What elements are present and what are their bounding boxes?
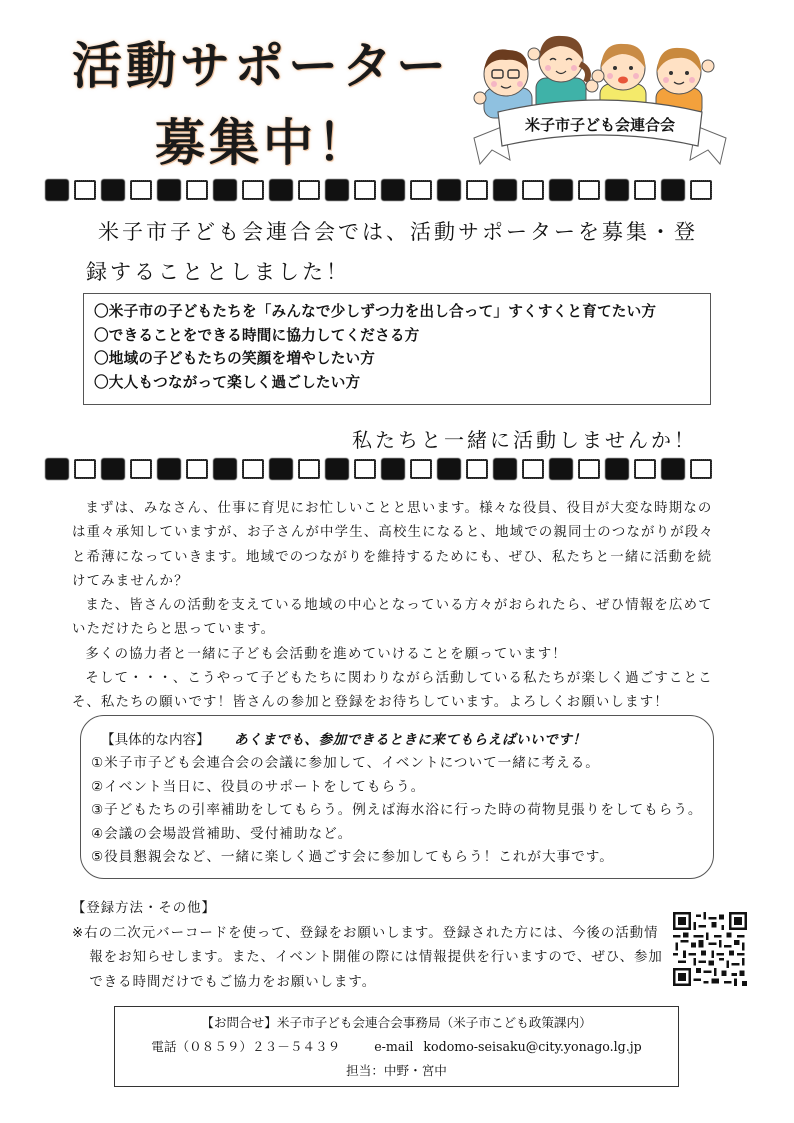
filled-square-icon: [494, 180, 516, 200]
filled-square-icon: [46, 180, 68, 200]
decorative-border-top: [46, 180, 712, 202]
filled-square-icon: [102, 459, 124, 479]
empty-square-icon: [354, 180, 376, 200]
filled-square-icon: [214, 459, 236, 479]
empty-square-icon: [74, 180, 96, 200]
empty-square-icon: [690, 180, 712, 200]
filled-square-icon: [326, 459, 348, 479]
activity-details-box: [80, 715, 714, 879]
body-paragraph: また、皆さんの活動を支えている地域の中心となっている方々がおられたら、ぜひ情報を広めていただけたらと思っています。: [72, 598, 713, 638]
empty-square-icon: [242, 459, 264, 479]
filled-square-icon: [158, 459, 180, 479]
invite-heading: 私たちと一緒に活動しませんか！: [352, 428, 697, 452]
details-item: ①米子市子ども会連合会の会議に参加して、イベントについて一緒に考える。: [91, 755, 600, 771]
empty-square-icon: [578, 180, 600, 200]
empty-square-icon: [578, 459, 600, 479]
body-paragraph: まずは、みなさん、仕事に育児にお忙しいことと思います。様々な役員、役目が大変な時期なのは重々承知していますが、お子さんが中学生、高校生になると、地域での親同士のつながりが段々と希薄になっていきます。地域でのつながりを維持するためにも、ぜひ、私たちと一緒に活動を続けてみませんか？: [72, 501, 714, 589]
four-children-cheering-icon: [470, 26, 730, 176]
filled-square-icon: [438, 459, 460, 479]
page-title-line1: 活動サポーター: [72, 37, 450, 95]
lead-line-1: 米子市子ども会連合会では、活動サポーターを募集・登: [98, 220, 698, 244]
body-paragraph: そして・・・、こうやって子どもたちに関わりながら活動している私たちが楽しく過ごすことこそ、私たちの願いです！皆さんの参加と登録をお待ちしています。よろしくお願いします！: [72, 671, 713, 711]
criteria-item: 〇できることをできる時間に協力してくださる方: [94, 326, 420, 344]
empty-square-icon: [242, 180, 264, 200]
lead-line-2: 録することとしました！: [86, 260, 350, 284]
details-emphasis: あくまでも、参加できるときに来てもらえばいいです！: [234, 732, 587, 748]
contact-phone: 電話（０８５９）２３－５４３９: [151, 1039, 341, 1054]
page-title-line2: 募集中！: [155, 114, 371, 172]
details-heading-row: [91, 728, 713, 752]
filled-square-icon: [550, 459, 572, 479]
empty-square-icon: [186, 180, 208, 200]
empty-square-icon: [690, 459, 712, 479]
empty-square-icon: [298, 180, 320, 200]
empty-square-icon: [74, 459, 96, 479]
empty-square-icon: [186, 459, 208, 479]
filled-square-icon: [214, 180, 236, 200]
empty-square-icon: [130, 180, 152, 200]
details-heading: 【具体的な内容】: [101, 732, 210, 748]
registration-heading: 【登録方法・その他】: [72, 901, 216, 916]
empty-square-icon: [410, 459, 432, 479]
empty-square-icon: [130, 459, 152, 479]
empty-square-icon: [522, 180, 544, 200]
empty-square-icon: [298, 459, 320, 479]
empty-square-icon: [466, 459, 488, 479]
details-item: ②イベント当日に、役員のサポートをしてもらう。: [91, 778, 426, 795]
empty-square-icon: [410, 180, 432, 200]
details-item: ④会議の会場設営補助、受付補助など。: [91, 825, 353, 842]
details-item: ③子どもたちの引率補助をしてもらう。例えば海水浴に行った時の荷物見張りをしてもらう。: [91, 802, 703, 818]
filled-square-icon: [438, 180, 460, 200]
target-audience-box: [83, 293, 711, 405]
filled-square-icon: [158, 180, 180, 200]
filled-square-icon: [102, 180, 124, 200]
filled-square-icon: [662, 180, 684, 200]
filled-square-icon: [606, 180, 628, 200]
registration-section: [72, 897, 672, 995]
registration-note: ※右の二次元バーコードを使って、登録をお願いします。登録された方には、今後の活動情報をお知らせします。また、イベント開催の際には情報提供を行いますので、ぜひ、参加できる時間だけでもご協力をお願いします。: [72, 925, 663, 990]
qr-code-icon[interactable]: [673, 912, 747, 986]
empty-square-icon: [634, 180, 656, 200]
contact-staff: 担当：中野・宮中: [346, 1063, 447, 1078]
decorative-border-middle: [46, 459, 712, 481]
filled-square-icon: [382, 459, 404, 479]
lead-text: [86, 212, 718, 292]
filled-square-icon: [550, 180, 572, 200]
filled-square-icon: [270, 180, 292, 200]
filled-square-icon: [494, 459, 516, 479]
contact-email-link[interactable]: kodomo-seisaku@city.yonago.lg.jp: [423, 1039, 642, 1054]
filled-square-icon: [270, 459, 292, 479]
criteria-item: 〇大人もつながって楽しく過ごしたい方: [94, 373, 361, 391]
contact-office: 【お問合せ】米子市子ども会連合会事務局（米子市こども政策課内）: [201, 1015, 592, 1030]
filled-square-icon: [662, 459, 684, 479]
svg-text:米子市子ども会連合会: 米子市子ども会連合会: [524, 116, 676, 134]
empty-square-icon: [634, 459, 656, 479]
body-paragraph: 多くの協力者と一緒に子ども会活動を進めていけることを願っています！: [85, 646, 567, 662]
empty-square-icon: [354, 459, 376, 479]
email-label: e-mail: [374, 1039, 414, 1054]
filled-square-icon: [46, 459, 68, 479]
empty-square-icon: [522, 459, 544, 479]
criteria-item: 〇米子市の子どもたちを「みんなで少しずつ力を出し合って」すくすくと育てたい方: [94, 303, 657, 320]
body-message: [72, 497, 722, 716]
filled-square-icon: [382, 180, 404, 200]
details-item: ⑤役員懇親会など、一緒に楽しく過ごす会に参加してもらう！これが大事です。: [91, 849, 614, 865]
filled-square-icon: [606, 459, 628, 479]
contact-box: [114, 1006, 679, 1087]
criteria-item: 〇地域の子どもたちの笑顔を増やしたい方: [94, 350, 376, 367]
filled-square-icon: [326, 180, 348, 200]
empty-square-icon: [466, 180, 488, 200]
contact-row: [115, 1035, 678, 1059]
